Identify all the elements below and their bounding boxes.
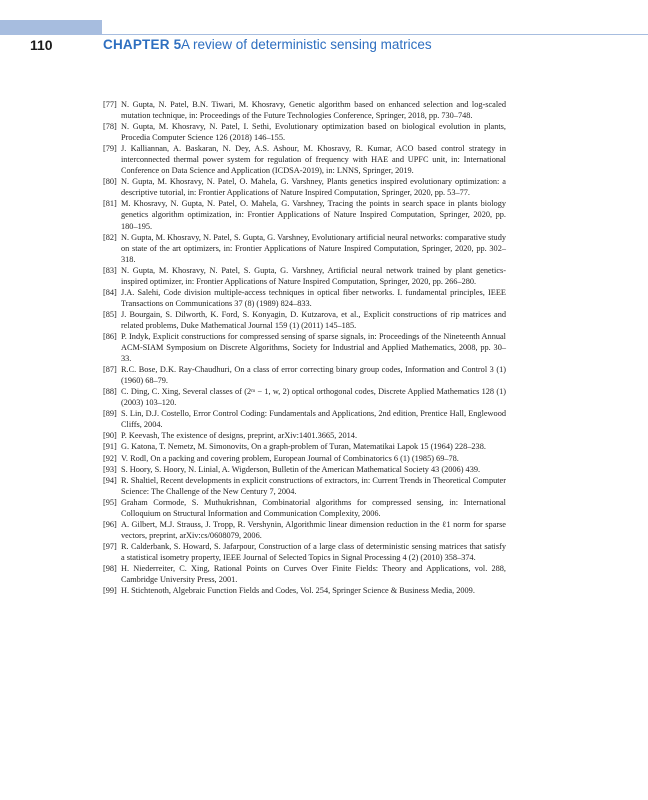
reference-item [103,441,506,452]
reference-item [103,287,506,309]
reference-number: [94] [103,475,117,485]
reference-item [103,232,506,265]
reference-text: R. Shaltiel, Recent developments in explicit constructions of extractors, in: Current Trends in Theoretical Computer Science: The Challenge of the New Century 7, 2004. [121,475,506,496]
reference-number: [79] [103,144,117,154]
reference-text: A. Gilbert, M.J. Strauss, J. Tropp, R. Vershynin, Algorithmic linear dimension reduction in the ℓ1 norm for sparse vectors, preprint, arXiv:cs/0608079, 2006. [121,519,506,540]
reference-text: H. Niederreiter, C. Xing, Rational Points on Curves Over Finite Fields: Theory and Applications, vol. 288, Cambridge University Press, 2001. [121,563,506,585]
reference-item [103,309,506,331]
reference-number: [96] [103,519,117,529]
reference-item [103,464,506,475]
reference-number: [95] [103,497,117,507]
reference-item [103,364,506,386]
chapter-label: CHAPTER 5 [103,37,182,52]
reference-text: J. Kalliannan, A. Baskaran, N. Dey, A.S. Ashour, M. Khosravy, R. Kumar, ACO based control strategy in interconnected thermal power system for regulation of frequency with HAE and UPFC unit, in: International Conference on Data Science and Application (ICDSA-2019), in: LNNS, Springer, 2019. [121,144,506,176]
reference-text: H. Stichtenoth, Algebraic Function Fields and Codes, Vol. 254, Springer Science & Business Media, 2009. [121,586,475,596]
page-number: 110 [30,37,53,53]
reference-item [103,430,506,441]
reference-number: [84] [103,287,117,297]
header-rule [102,34,648,35]
reference-number: [80] [103,177,117,187]
reference-number: [78] [103,122,117,132]
reference-text: M. Khosravy, N. Gupta, N. Patel, O. Mahela, G. Varshney, Tracing the points in search space in plants biology genetics algorithm optimization, in: Frontier Applications of Nature Inspired Computation, Springer, 2020, pp. 180–195. [121,199,506,231]
reference-item [103,585,506,596]
reference-text: R.C. Bose, D.K. Ray-Chaudhuri, On a class of error correcting binary group codes, Information and Control 3 (1) (1960) 68–79. [121,365,506,386]
reference-item [103,386,506,408]
reference-text: N. Gupta, M. Khosravy, N. Patel, S. Gupta, G. Varshney, Artificial neural network trained by plant genetics-inspired optimizer, in: Frontier Applications of Nature Inspired Computation, Springer, 2020, pp. 266–280. [121,265,506,286]
reference-item [103,563,506,585]
reference-text: C. Ding, C. Xing, Several classes of (2ᵐ − 1, w, 2) optical orthogonal codes, Discrete Applied Mathematics 128 (1) (2003) 103–120. [121,387,506,408]
reference-number: [93] [103,464,117,474]
reference-item [103,541,506,563]
reference-number: [89] [103,409,117,419]
reference-number: [92] [103,453,117,463]
reference-number: [77] [103,100,117,109]
reference-number: [86] [103,331,117,341]
reference-text: J. Bourgain, S. Dilworth, K. Ford, S. Konyagin, D. Kutzarova, et al., Explicit constructions of rip matrices and related problems, Duke Mathematical Journal 159 (1) (2011) 145–185. [121,309,506,330]
reference-item [103,198,506,231]
reference-number: [83] [103,265,117,275]
reference-text: S. Hoory, S. Hoory, N. Linial, A. Wigderson, Bulletin of the American Mathematical Society 43 (2006) 439. [121,464,481,474]
reference-text: N. Gupta, M. Khosravy, N. Patel, I. Sethi, Evolutionary optimization based on biological evolution in plants, Procedia Computer Science 126 (2018) 146–155. [121,122,506,143]
reference-number: [91] [103,442,117,452]
reference-text: N. Gupta, N. Patel, B.N. Tiwari, M. Khosravy, Genetic algorithm based on enhanced selection and log-scaled mutation technique, in: Proceedings of the Future Technologies Conference, Springer, 2018, pp. 730–748. [121,100,506,121]
reference-item [103,453,506,464]
reference-item [103,265,506,287]
reference-text: P. Keevash, The existence of designs, preprint, arXiv:1401.3665, 2014. [121,431,358,441]
reference-text: S. Lin, D.J. Costello, Error Control Coding: Fundamentals and Applications, 2nd edition, Prentice Hall, Englewood Cliffs, 2004. [121,409,506,430]
reference-number: [99] [103,586,117,596]
reference-item [103,99,506,121]
reference-text: G. Katona, T. Nemetz, M. Simonovits, On a graph-problem of Turan, Matematikai Lapok 15 (1964) 228–238. [121,442,486,452]
chapter-title: A review of deterministic sensing matrices [181,37,432,52]
reference-item [103,408,506,430]
reference-text: R. Calderbank, S. Howard, S. Jafarpour, Construction of a large class of deterministic sensing matrices that satisfy a statistical isometry property, IEEE Journal of Selected Topics in Signal Processing 4 (2) (2010) 358–374. [121,541,506,562]
reference-text: N. Gupta, M. Khosravy, N. Patel, S. Gupta, G. Varshney, Evolutionary artificial neural networks: comparative study on state of the art optimizers, in: Frontier Applications of Nature Inspired Computation, Springer, 2020, pp. 302–318. [121,232,506,264]
reference-text: J.A. Salehi, Code division multiple-access techniques in optical fiber networks. I. fundamental principles, IEEE Transactions on Communications 37 (8) (1989) 824–833. [121,287,506,308]
reference-text: N. Gupta, M. Khosravy, N. Patel, O. Mahela, G. Varshney, Plants genetics inspired evolutionary optimization: a descriptive tutorial, in: Frontier Applications of Nature Inspired Computation, Springer, 2020, pp. 53–77. [121,177,506,198]
reference-number: [81] [103,199,117,209]
reference-text: V. Rodl, On a packing and covering problem, European Journal of Combinatorics 6 (1) (1985) 69–78. [121,453,459,463]
reference-number: [97] [103,541,117,551]
reference-list [103,99,506,596]
reference-item [103,475,506,497]
reference-text: P. Indyk, Explicit constructions for compressed sensing of sparse signals, in: Proceedings of the Nineteenth Annual ACM-SIAM Symposium on Discrete Algorithms, Society for Industrial and Applied Mathematics, 2008, pp. 30–33. [121,331,506,364]
reference-number: [90] [103,431,117,441]
reference-number: [87] [103,365,117,375]
header-accent-bar [0,20,102,35]
reference-number: [85] [103,309,117,319]
reference-item [103,143,506,176]
reference-item [103,176,506,198]
reference-text: Graham Cormode, S. Muthukrishnan, Combinatorial algorithms for compressed sensing, in: International Colloquium on Structural Information and Communication Complexity, 2006. [121,497,506,518]
reference-item [103,519,506,541]
reference-number: [88] [103,387,117,397]
reference-item [103,497,506,519]
reference-item [103,331,506,364]
reference-number: [98] [103,563,117,573]
reference-item [103,121,506,143]
reference-number: [82] [103,232,117,242]
